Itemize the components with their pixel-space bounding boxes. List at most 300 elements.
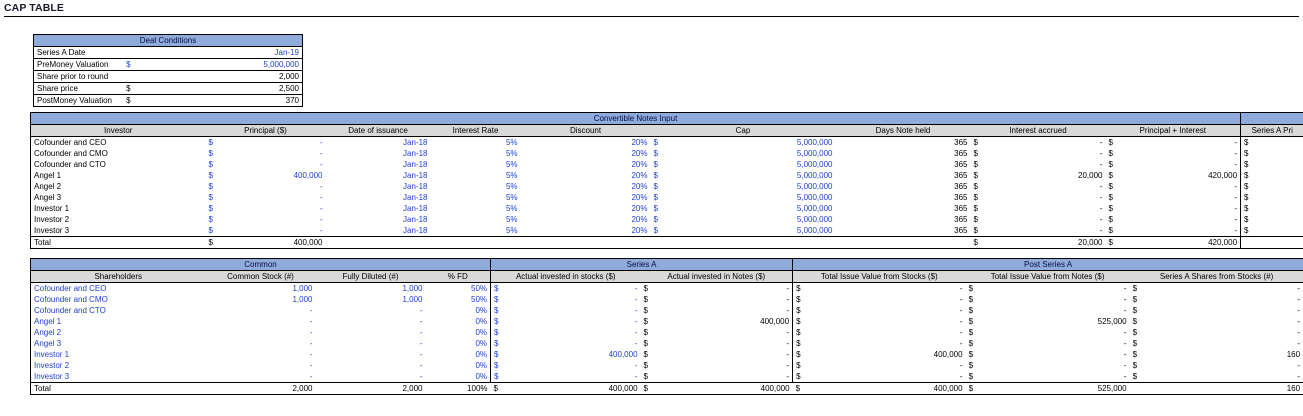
notes-days: 365 <box>954 226 968 235</box>
title-divider <box>4 16 1299 17</box>
currency-symbol: $ <box>968 372 974 381</box>
cap-shares-stocks: - <box>1140 360 1303 371</box>
table-row[interactable] <box>31 192 1303 203</box>
cap-total-row <box>31 383 1303 395</box>
cap-shares-stocks: - <box>1140 305 1303 316</box>
currency-symbol: $ <box>1241 192 1251 203</box>
currency-symbol: $ <box>208 204 213 213</box>
notes-cap[interactable]: 5,000,000 <box>796 226 833 235</box>
currency-symbol: $ <box>973 215 978 224</box>
page-title-bar <box>4 2 1299 16</box>
cap-shares-stocks: - <box>1140 371 1303 383</box>
table-row[interactable] <box>31 203 1303 214</box>
cap-tiv-notes: - <box>1123 361 1127 370</box>
currency-symbol: $ <box>653 193 658 202</box>
cap-pct-fd: 0% <box>475 317 488 326</box>
cap-tiv-notes: 525,000 <box>1097 317 1127 326</box>
cap-invested-stocks[interactable]: - <box>634 361 638 370</box>
notes-discount[interactable]: 20% <box>631 182 648 191</box>
notes-date[interactable]: Jan-18 <box>403 182 428 191</box>
cap-invested-stocks[interactable]: - <box>634 317 638 326</box>
notes-interest-accrued: - <box>1099 215 1103 224</box>
notes-principal[interactable]: - <box>319 182 323 191</box>
cap-pct-fd: 0% <box>475 350 488 359</box>
notes-principal[interactable]: - <box>319 215 323 224</box>
currency-symbol: $ <box>793 383 803 395</box>
notes-cap[interactable]: 5,000,000 <box>796 149 833 158</box>
currency-symbol: $ <box>973 193 978 202</box>
notes-days: 365 <box>954 160 968 169</box>
notes-col-interest-accrued: Interest accrued <box>971 125 1106 137</box>
notes-date[interactable]: Jan-18 <box>403 171 428 180</box>
cap-col-pct-fd: % FD <box>426 271 491 283</box>
cap-invested-notes: - <box>786 306 790 315</box>
notes-date[interactable]: Jan-18 <box>403 138 428 147</box>
notes-principal-interest: - <box>1234 149 1238 158</box>
notes-interest-accrued: - <box>1099 193 1103 202</box>
cap-tiv-notes: - <box>1123 350 1127 359</box>
cap-tiv-notes: - <box>1123 306 1127 315</box>
notes-col-cap: Cap <box>651 125 836 137</box>
notes-days: 365 <box>954 149 968 158</box>
currency-symbol: $ <box>208 138 213 147</box>
notes-days: 365 <box>954 204 968 213</box>
cap-fully-diluted: - <box>419 339 423 348</box>
notes-principal-interest: - <box>1234 182 1238 191</box>
deal-conditions-value[interactable]: 5,000,000 <box>213 59 303 71</box>
currency-symbol: $ <box>206 237 216 249</box>
notes-rate[interactable]: 5% <box>505 171 518 180</box>
currency-symbol: $ <box>793 349 803 360</box>
notes-rate[interactable]: 5% <box>505 193 518 202</box>
currency-symbol: $ <box>643 361 648 370</box>
notes-principal[interactable]: - <box>319 226 323 235</box>
notes-investor: Investor 1 <box>31 203 206 214</box>
cap-pct-fd: 0% <box>475 328 488 337</box>
notes-header-row <box>31 125 1303 137</box>
cap-common-stock[interactable]: 1,000 <box>292 295 313 304</box>
cap-shareholder-name: Investor 2 <box>31 360 206 371</box>
notes-date[interactable]: Jan-18 <box>403 160 428 169</box>
notes-cap[interactable]: 5,000,000 <box>796 138 833 147</box>
table-row[interactable] <box>31 137 1303 149</box>
notes-rate[interactable]: 5% <box>505 182 518 191</box>
deal-conditions-currency: $ <box>123 95 213 107</box>
currency-symbol: $ <box>643 306 648 315</box>
notes-principal-interest: - <box>1234 193 1238 202</box>
notes-discount[interactable]: 20% <box>631 171 648 180</box>
deal-conditions-label: Share price <box>34 83 124 95</box>
notes-series-a-price <box>1251 181 1303 192</box>
notes-investor: Cofounder and CMO <box>31 148 206 159</box>
cap-pct-fd: 0% <box>475 361 488 370</box>
cap-invested-stocks[interactable]: 400,000 <box>608 350 638 359</box>
cap-common-stock[interactable]: - <box>309 306 313 315</box>
currency-symbol: $ <box>208 215 213 224</box>
currency-symbol: $ <box>653 226 658 235</box>
notes-date[interactable]: Jan-18 <box>403 215 428 224</box>
currency-symbol: $ <box>643 328 648 337</box>
notes-discount[interactable]: 20% <box>631 149 648 158</box>
notes-rate[interactable]: 5% <box>505 138 518 147</box>
table-row[interactable] <box>31 316 1303 327</box>
currency-symbol: $ <box>208 182 213 191</box>
deal-conditions-row[interactable] <box>34 83 303 95</box>
notes-discount[interactable]: 20% <box>631 204 648 213</box>
cap-invested-stocks[interactable]: - <box>634 284 638 293</box>
cap-common-stock[interactable]: - <box>309 350 313 359</box>
deal-conditions-value[interactable]: 2,500 <box>213 83 303 95</box>
cap-total-inv-notes: 400,000 <box>651 383 793 395</box>
currency-symbol: $ <box>1132 328 1138 337</box>
currency-symbol: $ <box>1108 182 1113 191</box>
currency-symbol: $ <box>643 372 648 381</box>
deal-conditions-currency: $ <box>123 83 213 95</box>
currency-symbol: $ <box>1241 203 1251 214</box>
cap-common-stock[interactable]: - <box>309 372 313 381</box>
cap-common-stock[interactable]: - <box>309 328 313 337</box>
notes-discount[interactable]: 20% <box>631 193 648 202</box>
currency-symbol: $ <box>1241 225 1251 237</box>
cap-total-tiv-notes: 525,000 <box>976 383 1130 395</box>
notes-days: 365 <box>954 171 968 180</box>
notes-rate[interactable]: 5% <box>505 226 518 235</box>
notes-days: 365 <box>954 215 968 224</box>
notes-date[interactable]: Jan-18 <box>403 149 428 158</box>
notes-principal-interest: - <box>1234 138 1238 147</box>
notes-discount[interactable]: 20% <box>631 138 648 147</box>
notes-rate[interactable]: 5% <box>505 160 518 169</box>
cap-invested-stocks[interactable]: - <box>634 328 638 337</box>
cap-tiv-stocks: - <box>959 361 963 370</box>
currency-symbol: $ <box>793 327 803 338</box>
cap-group-band-row <box>31 259 1303 271</box>
notes-principal[interactable]: - <box>319 204 323 213</box>
deal-conditions-panel <box>33 34 303 107</box>
cap-tiv-stocks: - <box>959 339 963 348</box>
currency-symbol: $ <box>966 383 976 395</box>
table-row[interactable] <box>31 327 1303 338</box>
notes-series-a-price <box>1251 214 1303 225</box>
cap-tiv-notes: - <box>1123 295 1127 304</box>
table-row[interactable] <box>31 349 1303 360</box>
notes-interest-accrued: - <box>1099 149 1103 158</box>
cap-shares-stocks: - <box>1140 283 1303 295</box>
table-row[interactable] <box>31 371 1303 383</box>
cap-fully-diluted: 1,000 <box>402 295 423 304</box>
deal-conditions-value[interactable]: 2,000 <box>213 71 303 83</box>
currency-symbol: $ <box>491 371 501 383</box>
table-row[interactable] <box>31 181 1303 192</box>
cap-fully-diluted: - <box>419 328 423 337</box>
cap-tiv-notes: - <box>1123 339 1127 348</box>
currency-symbol: $ <box>973 138 978 147</box>
notes-date[interactable]: Jan-18 <box>403 204 428 213</box>
convertible-notes-panel <box>30 112 1303 249</box>
currency-symbol: $ <box>653 138 658 147</box>
notes-interest-accrued: - <box>1099 226 1103 235</box>
currency-symbol: $ <box>208 149 213 158</box>
cap-fully-diluted: - <box>419 350 423 359</box>
currency-symbol: $ <box>1132 350 1138 359</box>
notes-principal[interactable]: - <box>319 138 323 147</box>
notes-series-a-price <box>1251 192 1303 203</box>
cap-shareholder-name: Angel 2 <box>31 327 206 338</box>
deal-conditions-label: PreMoney Valuation <box>34 59 124 71</box>
cap-invested-notes: - <box>786 328 790 337</box>
currency-symbol: $ <box>793 371 803 383</box>
cap-invested-stocks[interactable]: - <box>634 372 638 381</box>
table-row[interactable] <box>31 148 1303 159</box>
notes-days: 365 <box>954 138 968 147</box>
notes-interest-accrued: - <box>1099 138 1103 147</box>
cap-group-series-a: Series A <box>491 259 793 271</box>
notes-col-principal: Principal ($) <box>206 125 326 137</box>
currency-symbol: $ <box>971 237 981 249</box>
table-row[interactable] <box>31 283 1303 295</box>
cap-shares-stocks: 160 <box>1140 349 1303 360</box>
currency-symbol: $ <box>653 171 658 180</box>
currency-symbol: $ <box>793 294 803 305</box>
currency-symbol: $ <box>1108 204 1113 213</box>
currency-symbol: $ <box>1132 295 1138 304</box>
currency-symbol: $ <box>653 160 658 169</box>
cap-pct-fd: 50% <box>471 284 488 293</box>
currency-symbol: $ <box>491 327 501 338</box>
notes-days: 365 <box>954 182 968 191</box>
deal-conditions-currency: $ <box>123 59 213 71</box>
table-row[interactable] <box>31 225 1303 237</box>
cap-shareholder-name: Angel 3 <box>31 338 206 349</box>
cap-total-pct: 100% <box>426 383 491 395</box>
notes-band-row <box>31 113 1303 125</box>
currency-symbol: $ <box>1132 306 1138 315</box>
cap-shareholder-name: Investor 1 <box>31 349 206 360</box>
currency-symbol: $ <box>1241 159 1251 170</box>
cap-shareholder-name: Angel 1 <box>31 316 206 327</box>
cap-col-total-issue-value-notes: Total Issue Value from Notes ($) <box>966 271 1130 283</box>
cap-invested-stocks[interactable]: - <box>634 339 638 348</box>
cap-invested-notes: - <box>786 284 790 293</box>
notes-cap[interactable]: 5,000,000 <box>796 171 833 180</box>
currency-symbol: $ <box>491 316 501 327</box>
cap-col-common-stock: Common Stock (#) <box>206 271 316 283</box>
notes-col-investor: Investor <box>31 125 206 137</box>
cap-invested-notes: - <box>786 295 790 304</box>
notes-series-a-price <box>1251 225 1303 237</box>
table-row[interactable] <box>31 159 1303 170</box>
currency-symbol: $ <box>1241 137 1251 149</box>
notes-discount[interactable]: 20% <box>631 215 648 224</box>
currency-symbol: $ <box>973 171 978 180</box>
notes-date[interactable]: Jan-18 <box>403 226 428 235</box>
cap-shareholder-name: Cofounder and CMO <box>31 294 206 305</box>
cap-fully-diluted: - <box>419 317 423 326</box>
cap-common-stock[interactable]: - <box>309 339 313 348</box>
notes-cap[interactable]: 5,000,000 <box>796 204 833 213</box>
deal-conditions-table <box>33 34 303 107</box>
cap-invested-stocks[interactable]: - <box>634 295 638 304</box>
table-row[interactable] <box>31 360 1303 371</box>
currency-symbol: $ <box>1132 284 1138 293</box>
cap-shares-stocks: - <box>1140 327 1303 338</box>
currency-symbol: $ <box>968 339 974 348</box>
cap-tiv-notes: - <box>1123 372 1127 381</box>
deal-conditions-label: Share prior to round <box>34 71 124 83</box>
notes-principal-interest: - <box>1234 226 1238 235</box>
cap-common-stock[interactable]: - <box>309 317 313 326</box>
currency-symbol: $ <box>968 295 974 304</box>
notes-principal-interest: - <box>1234 160 1238 169</box>
cap-shares-stocks: - <box>1140 316 1303 327</box>
cap-invested-notes: 400,000 <box>760 317 790 326</box>
currency-symbol: $ <box>968 361 974 370</box>
cap-shareholder-name: Cofounder and CEO <box>31 283 206 295</box>
currency-symbol: $ <box>968 350 974 359</box>
cap-invested-notes: - <box>786 372 790 381</box>
currency-symbol: $ <box>968 284 974 293</box>
notes-cap[interactable]: 5,000,000 <box>796 193 833 202</box>
currency-symbol: $ <box>208 193 213 202</box>
notes-series-a-price <box>1251 159 1303 170</box>
currency-symbol: $ <box>1132 372 1138 381</box>
cap-invested-notes: - <box>786 350 790 359</box>
notes-rate[interactable]: 5% <box>505 215 518 224</box>
notes-date[interactable]: Jan-18 <box>403 193 428 202</box>
currency-symbol: $ <box>653 149 658 158</box>
table-row[interactable] <box>31 170 1303 181</box>
notes-col-series-a-price: Series A Pri <box>1241 125 1303 137</box>
cap-pct-fd: 0% <box>475 306 488 315</box>
notes-rate[interactable]: 5% <box>505 149 518 158</box>
currency-symbol: $ <box>1106 237 1116 249</box>
notes-total-row <box>31 237 1303 249</box>
currency-symbol: $ <box>1108 226 1113 235</box>
notes-discount[interactable]: 20% <box>631 226 648 235</box>
cap-common-stock[interactable]: 1,000 <box>292 284 313 293</box>
cap-col-series-a-shares-stocks: Series A Shares from Stocks (#) <box>1130 271 1303 283</box>
notes-principal-interest: - <box>1234 215 1238 224</box>
currency-symbol: $ <box>1132 361 1138 370</box>
cap-invested-notes: - <box>786 339 790 348</box>
deal-conditions-row[interactable] <box>34 71 303 83</box>
notes-interest-accrued: - <box>1099 182 1103 191</box>
currency-symbol: $ <box>973 149 978 158</box>
currency-symbol: $ <box>643 295 648 304</box>
notes-series-a-price <box>1251 137 1303 149</box>
notes-total-pi: 420,000 <box>1116 237 1241 249</box>
cap-total-tiv-stocks: 400,000 <box>803 383 966 395</box>
cap-tiv-stocks: - <box>959 284 963 293</box>
deal-conditions-row[interactable] <box>34 59 303 71</box>
cap-fully-diluted: 1,000 <box>402 284 423 293</box>
currency-symbol: $ <box>208 171 213 180</box>
cap-tiv-stocks: - <box>959 328 963 337</box>
deal-conditions-label: PostMoney Valuation <box>34 95 124 107</box>
convertible-notes-table <box>30 112 1303 249</box>
shareholders-cap-table <box>30 258 1303 395</box>
cap-col-actual-invested-notes: Actual invested in Notes ($) <box>641 271 793 283</box>
currency-symbol: $ <box>1241 214 1251 225</box>
currency-symbol: $ <box>968 306 974 315</box>
currency-symbol: $ <box>793 316 803 327</box>
notes-investor: Angel 3 <box>31 192 206 203</box>
notes-col-principal-interest: Principal + Interest <box>1106 125 1241 137</box>
currency-symbol: $ <box>968 328 974 337</box>
currency-symbol: $ <box>643 350 648 359</box>
currency-symbol: $ <box>973 182 978 191</box>
notes-principal[interactable]: - <box>319 160 323 169</box>
currency-symbol: $ <box>643 284 648 293</box>
notes-rate[interactable]: 5% <box>505 204 518 213</box>
cap-col-fully-diluted: Fully Diluted (#) <box>316 271 426 283</box>
deal-conditions-value[interactable]: 370 <box>213 95 303 107</box>
notes-interest-accrued: 20,000 <box>1078 171 1103 180</box>
deal-conditions-row[interactable] <box>34 95 303 107</box>
notes-series-a-price <box>1251 203 1303 214</box>
notes-band-title-right <box>1241 113 1303 125</box>
currency-symbol: $ <box>968 317 974 326</box>
cap-invested-stocks[interactable]: - <box>634 306 638 315</box>
cap-pct-fd: 0% <box>475 372 488 381</box>
notes-col-days: Days Note held <box>836 125 971 137</box>
cap-col-total-issue-value-stocks: Total Issue Value from Stocks ($) <box>793 271 966 283</box>
cap-header-row <box>31 271 1303 283</box>
cap-shareholder-name: Investor 3 <box>31 371 206 383</box>
notes-principal[interactable]: - <box>319 149 323 158</box>
currency-symbol: $ <box>653 215 658 224</box>
currency-symbol: $ <box>793 305 803 316</box>
notes-total-interest: 20,000 <box>981 237 1106 249</box>
deal-conditions-row[interactable] <box>34 47 303 59</box>
notes-cap[interactable]: 5,000,000 <box>796 160 833 169</box>
notes-principal[interactable]: 400,000 <box>293 171 323 180</box>
currency-symbol: $ <box>793 283 803 295</box>
table-row[interactable] <box>31 338 1303 349</box>
cap-common-stock[interactable]: - <box>309 361 313 370</box>
notes-principal[interactable]: - <box>319 193 323 202</box>
deal-conditions-value[interactable]: Jan-19 <box>213 47 303 59</box>
currency-symbol: $ <box>973 160 978 169</box>
notes-investor: Angel 2 <box>31 181 206 192</box>
currency-symbol: $ <box>973 226 978 235</box>
notes-cap[interactable]: 5,000,000 <box>796 182 833 191</box>
currency-symbol: $ <box>643 339 648 348</box>
cap-group-post-series-a: Post Series A <box>793 259 1303 271</box>
table-row[interactable] <box>31 305 1303 316</box>
cap-fully-diluted: - <box>419 372 423 381</box>
notes-discount[interactable]: 20% <box>631 160 648 169</box>
cap-group-common: Common <box>31 259 491 271</box>
currency-symbol: $ <box>208 226 213 235</box>
currency-symbol: $ <box>1108 138 1113 147</box>
cap-total-common: 2,000 <box>206 383 316 395</box>
notes-investor: Investor 2 <box>31 214 206 225</box>
currency-symbol: $ <box>641 383 651 395</box>
cap-tiv-stocks: - <box>959 306 963 315</box>
currency-symbol: $ <box>491 349 501 360</box>
notes-col-discount: Discount <box>521 125 651 137</box>
cap-col-actual-invested-stocks: Actual invested in stocks ($) <box>491 271 641 283</box>
notes-principal-interest: - <box>1234 204 1238 213</box>
table-row[interactable] <box>31 214 1303 225</box>
deal-conditions-currency <box>123 71 213 83</box>
cap-fully-diluted: - <box>419 306 423 315</box>
notes-cap[interactable]: 5,000,000 <box>796 215 833 224</box>
currency-symbol: $ <box>973 204 978 213</box>
table-row[interactable] <box>31 294 1303 305</box>
notes-investor: Investor 3 <box>31 225 206 237</box>
